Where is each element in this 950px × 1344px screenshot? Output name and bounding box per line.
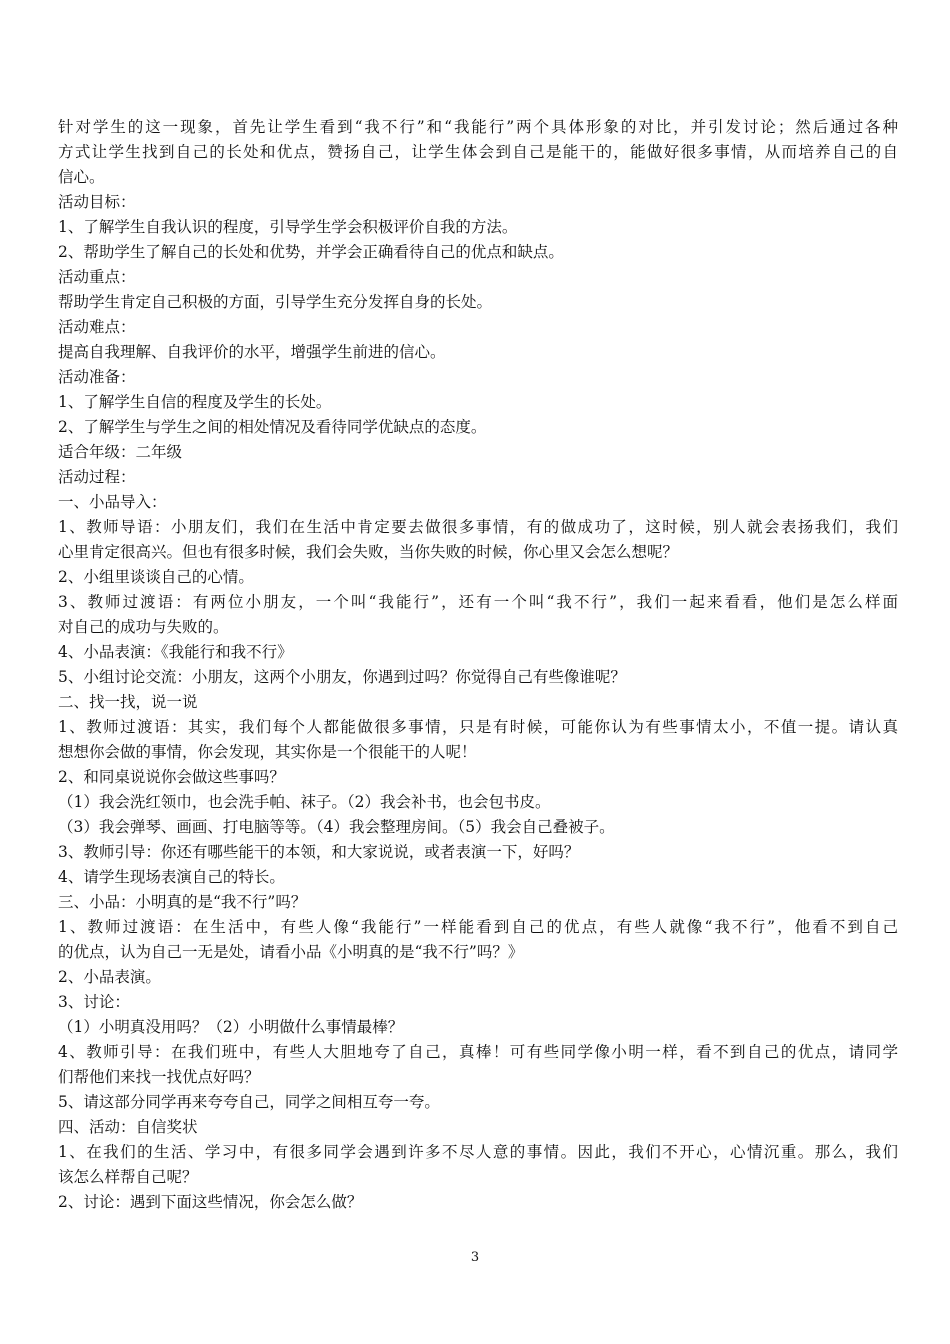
document-body (58, 115, 898, 1215)
text-line: 方式让学生找到自己的长处和优点，赞扬自己，让学生体会到自己是能干的，能做好很多事情，从而培养自己的自 (58, 143, 898, 161)
text-line: 三、小品：小明真的是“我不行”吗？ (58, 893, 307, 911)
text-line: 3、教师引导：你还有哪些能干的本领，和大家说说，或者表演一下，好吗？ (58, 843, 580, 861)
text-line: 1、在我们的生活、学习中，有很多同学会遇到许多不尽人意的事情。因此，我们不开心，心情沉重。那么，我们 (58, 1143, 898, 1161)
text-line: 3、教师过渡语：有两位小朋友，一个叫“我能行”，还有一个叫“我不行”，我们一起来看看，他们是怎么样面 (58, 593, 898, 611)
text-line: 4、小品表演：《我能行和我不行》 (58, 643, 293, 661)
text-line: 活动目标： (58, 193, 136, 211)
text-line: 2、了解学生与学生之间的相处情况及看待同学优缺点的态度。 (58, 418, 487, 436)
text-line: 2、和同桌说说你会做这些事吗？ (58, 768, 285, 786)
text-line: 的优点，认为自己一无是处，请看小品《小明真的是“我不行”吗？》 (58, 943, 524, 961)
text-line: 4、请学生现场表演自己的特长。 (58, 868, 285, 886)
text-line: 活动难点： (58, 318, 136, 336)
text-line: 2、讨论：遇到下面这些情况，你会怎么做？ (58, 1193, 363, 1211)
text-line: 想想你会做的事情，你会发现，其实你是一个很能干的人呢！ (58, 743, 477, 761)
text-line: 2、小品表演。 (58, 968, 161, 986)
text-line: 帮助学生肯定自己积极的方面，引导学生充分发挥自身的长处。 (58, 293, 493, 311)
text-line: （1）小明真没用吗？（2）小明做什么事情最棒？ (58, 1018, 404, 1036)
page-number: 3 (470, 1250, 480, 1265)
text-line: 适合年级：二年级 (58, 443, 183, 461)
text-line: 1、教师过渡语：其实，我们每个人都能做很多事情，只是有时候，可能你认为有些事情太小，不值一提。请认真 (58, 718, 898, 736)
text-line: 对自己的成功与失败的。 (58, 618, 229, 636)
text-line: 1、教师过渡语：在生活中，有些人像“我能行”一样能看到自己的优点，有些人就像“我不行”，他看不到自己 (58, 918, 898, 936)
text-line: 们帮他们来找一找优点好吗？ (58, 1068, 260, 1086)
text-line: 提高自我理解、自我评价的水平，增强学生前进的信心。 (58, 343, 446, 361)
text-line: 1、了解学生自我认识的程度，引导学生学会积极评价自我的方法。 (58, 218, 518, 236)
text-line: 5、小组讨论交流：小朋友，这两个小朋友，你遇到过吗？你觉得自己有些像谁呢？ (58, 668, 626, 686)
text-line: 2、小组里谈谈自己的心情。 (58, 568, 254, 586)
text-line: 心里肯定很高兴。但也有很多时候，我们会失败，当你失败的时候，你心里又会怎么想呢？ (58, 543, 679, 561)
text-line: 1、了解学生自信的程度及学生的长处。 (58, 393, 332, 411)
text-line: 一、小品导入： (58, 493, 167, 511)
text-line: 3、讨论： (58, 993, 130, 1011)
text-line: 该怎么样帮自己呢？ (58, 1168, 198, 1186)
text-line: 2、帮助学生了解自己的长处和优势，并学会正确看待自己的优点和缺点。 (58, 243, 564, 261)
text-line: 信心。 (58, 168, 105, 186)
text-line: 针对学生的这一现象，首先让学生看到“我不行”和“我能行”两个具体形象的对比，并引发讨论；然后通过各种 (58, 118, 898, 136)
text-line: 四、活动：自信奖状 (58, 1118, 198, 1136)
text-line: 4、教师引导：在我们班中，有些人大胆地夸了自己，真棒！可有些同学像小明一样，看不到自己的优点，请同学 (58, 1043, 898, 1061)
text-line: 二、找一找，说一说 (58, 693, 198, 711)
text-line: 活动准备： (58, 368, 136, 386)
text-line: （1）我会洗红领巾，也会洗手帕、袜子。（2）我会补书，也会包书皮。 (58, 793, 551, 811)
text-line: 1、教师导语：小朋友们，我们在生活中肯定要去做很多事情，有的做成功了，这时候，别人就会表扬我们，我们 (58, 518, 898, 536)
text-line: 活动重点： (58, 268, 136, 286)
text-line: 5、请这部分同学再来夸夸自己，同学之间相互夸一夸。 (58, 1093, 440, 1111)
text-line: 活动过程： (58, 468, 136, 486)
text-line: （3）我会弹琴、画画、打电脑等等。（4）我会整理房间。（5）我会自己叠被子。 (58, 818, 615, 836)
